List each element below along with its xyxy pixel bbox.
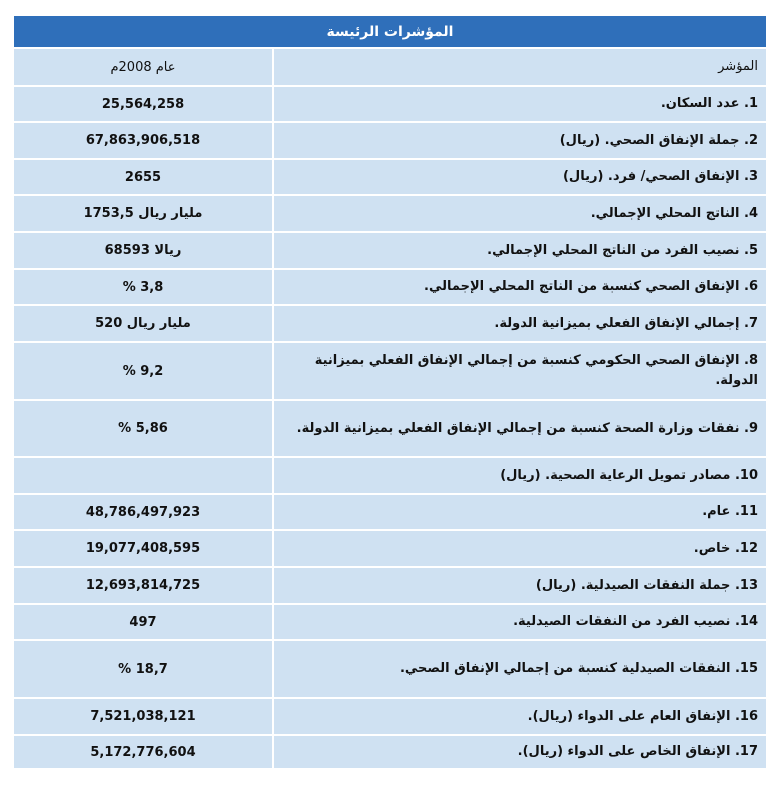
row-value: 1753,5 مليار ريال [14, 196, 274, 233]
row-value: 68593 ريالا [14, 233, 274, 270]
header-row [14, 49, 766, 87]
row-indicator: 14. نصيب الفرد من النفقات الصيدلية. [274, 605, 766, 641]
row-indicator: 13. جملة النفقات الصيدلية. (ريال) [274, 568, 766, 605]
row-value: 520 مليار ريال [14, 306, 274, 343]
row-value: 5,172,776,604 [14, 736, 274, 770]
table-row [14, 641, 766, 699]
table-title: المؤشرات الرئيسة [14, 16, 766, 47]
table-row [14, 568, 766, 605]
row-value: 25,564,258 [14, 87, 274, 123]
row-indicator: 17. الإنفاق الخاص على الدواء (ريال). [274, 736, 766, 770]
table-row [14, 233, 766, 270]
row-indicator: 12. خاص. [274, 531, 766, 568]
row-value: 19,077,408,595 [14, 531, 274, 568]
table-row [14, 343, 766, 401]
row-indicator: 9. نفقات وزارة الصحة كنسبة من إجمالي الإنفاق الفعلي بميزانية الدولة. [274, 401, 766, 458]
row-value: % 18,7 [14, 641, 274, 699]
table-row [14, 160, 766, 196]
row-value: % 3,8 [14, 270, 274, 306]
row-value: 48,786,497,923 [14, 495, 274, 531]
row-value: 12,693,814,725 [14, 568, 274, 605]
row-indicator: 5. نصيب الفرد من الناتج المحلي الإجمالي. [274, 233, 766, 270]
table-row [14, 458, 766, 495]
table-row [14, 123, 766, 160]
table-row [14, 605, 766, 641]
row-indicator: 15. النفقات الصيدلية كنسبة من إجمالي الإنفاق الصحي. [274, 641, 766, 699]
table-row [14, 87, 766, 123]
row-value: % 5,86 [14, 401, 274, 458]
row-value: 7,521,038,121 [14, 699, 274, 736]
table-row [14, 306, 766, 343]
row-value [14, 458, 274, 495]
row-indicator: 3. الإنفاق الصحي/ فرد. (ريال) [274, 160, 766, 196]
indicators-table [14, 49, 766, 770]
row-value: 67,863,906,518 [14, 123, 274, 160]
table-row [14, 531, 766, 568]
table-row [14, 495, 766, 531]
row-value: 497 [14, 605, 274, 641]
table-row [14, 401, 766, 458]
row-indicator: 2. جملة الإنفاق الصحي. (ريال) [274, 123, 766, 160]
row-indicator: 4. الناتج المحلي الإجمالي. [274, 196, 766, 233]
row-indicator: 16. الإنفاق العام على الدواء (ريال). [274, 699, 766, 736]
table-row [14, 196, 766, 233]
row-indicator: 1. عدد السكان. [274, 87, 766, 123]
row-indicator: 10. مصادر تمويل الرعاية الصحية. (ريال) [274, 458, 766, 495]
row-indicator: 8. الإنفاق الصحي الحكومي كنسبة من إجمالي الإنفاق الفعلي بميزانية الدولة. [274, 343, 766, 401]
row-value: % 9,2 [14, 343, 274, 401]
table-row [14, 270, 766, 306]
row-indicator: 7. إجمالي الإنفاق الفعلي بميزانية الدولة. [274, 306, 766, 343]
row-indicator: 6. الإنفاق الصحي كنسبة من الناتج المحلي الإجمالي. [274, 270, 766, 306]
indicators-table-container [14, 16, 766, 770]
header-indicator: المؤشر [274, 49, 766, 87]
header-value: عام 2008م [14, 49, 274, 87]
table-row [14, 736, 766, 770]
row-indicator: 11. عام. [274, 495, 766, 531]
table-row [14, 699, 766, 736]
row-value: 2655 [14, 160, 274, 196]
